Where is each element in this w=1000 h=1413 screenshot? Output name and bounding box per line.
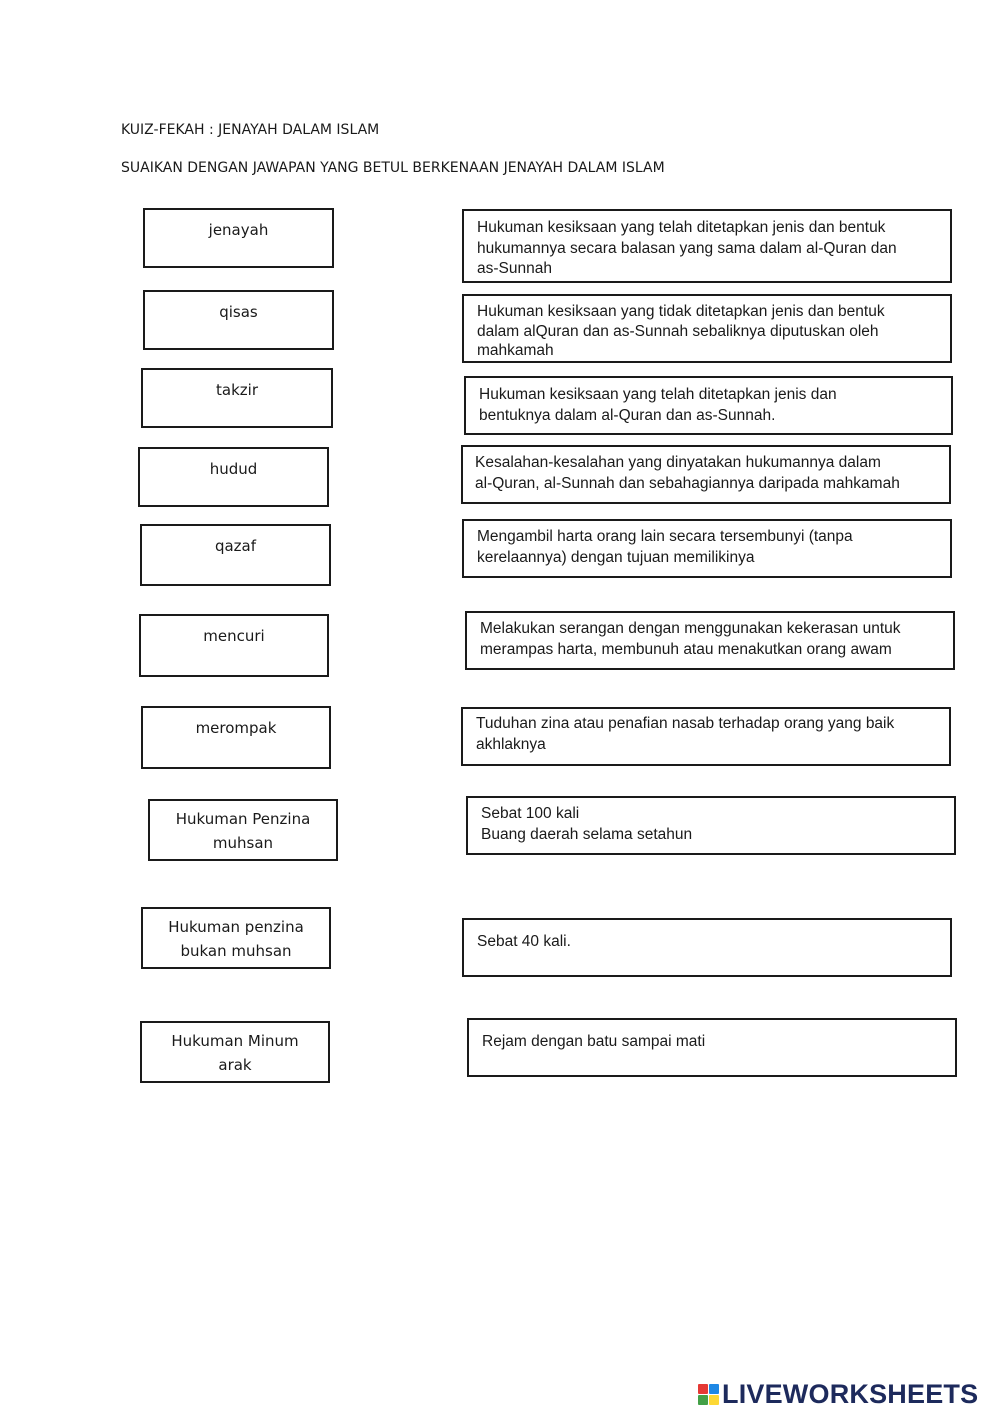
liveworksheets-mark-icon (698, 1384, 719, 1405)
term-line: muhsan (212, 834, 274, 852)
term-line: arak (218, 1056, 252, 1074)
definition-line: Hukuman kesiksaan yang telah ditetapkan jenis dan bentuk (477, 219, 886, 236)
definition-box-5[interactable] (462, 519, 952, 578)
definition-line: as-Sunnah (477, 260, 552, 277)
term-box-mencuri[interactable] (139, 614, 329, 677)
term-box-hukuman-penzina-bukan-muhsan[interactable] (141, 907, 331, 969)
definition-line: bentuknya dalam al-Quran dan as-Sunnah. (479, 406, 776, 424)
definition-line: Sebat 40 kali. (477, 933, 571, 950)
term-line: merompak (195, 719, 277, 737)
definition-line: Mengambil harta orang lain secara tersembunyi (tanpa (477, 528, 853, 545)
term-box-jenayah[interactable] (143, 208, 334, 268)
definition-line: Hukuman kesiksaan yang tidak ditetapkan jenis dan bentuk (477, 303, 885, 320)
term-line: hudud (209, 460, 258, 478)
logo-tile (698, 1395, 708, 1405)
definition-line: Melakukan serangan dengan menggunakan kekerasan untuk (480, 620, 901, 637)
term-box-qazaf[interactable] (140, 524, 331, 586)
quiz-title: KUIZ-FEKAH : JENAYAH DALAM ISLAM (121, 122, 380, 138)
term-box-hukuman-penzina-muhsan[interactable] (148, 799, 338, 861)
term-line: qazaf (214, 537, 257, 555)
liveworksheets-logo (698, 1378, 978, 1410)
definition-box-4[interactable] (461, 445, 951, 504)
definition-line: hukumannya secara balasan yang sama dalam al-Quran dan (477, 239, 897, 257)
definition-line: Buang daerah selama setahun (481, 825, 693, 843)
term-line: Hukuman Minum (171, 1032, 299, 1050)
definition-box-8[interactable] (466, 796, 956, 855)
term-line: Hukuman Penzina (175, 810, 311, 828)
definition-line: dalam alQuran dan as-Sunnah sebaliknya diputuskan oleh (477, 322, 879, 340)
term-box-merompak[interactable] (141, 706, 331, 769)
definition-line: akhlaknya (476, 735, 546, 753)
term-box-hukuman-minum-arak[interactable] (140, 1021, 330, 1083)
term-line: bukan muhsan (180, 942, 292, 960)
definition-box-10[interactable] (467, 1018, 957, 1077)
logo-tile (709, 1384, 719, 1394)
definition-line: al-Quran, al-Sunnah dan sebahagiannya daripada mahkamah (475, 474, 900, 492)
logo-tile (698, 1384, 708, 1394)
definition-line: mahkamah (477, 342, 554, 359)
definition-line: Tuduhan zina atau penafian nasab terhadap orang yang baik (476, 715, 895, 732)
term-line: Hukuman penzina (168, 918, 304, 936)
definition-box-1[interactable] (462, 209, 952, 283)
term-box-takzir[interactable] (141, 368, 333, 428)
term-box-qisas[interactable] (143, 290, 334, 350)
term-box-hudud[interactable] (138, 447, 329, 507)
logo-tile (709, 1395, 719, 1405)
term-line: jenayah (208, 221, 269, 239)
definition-box-7[interactable] (461, 707, 951, 766)
definition-box-9[interactable] (462, 918, 952, 977)
definition-line: Kesalahan-kesalahan yang dinyatakan hukumannya dalam (475, 454, 881, 471)
definition-line: kerelaannya) dengan tujuan memilikinya (477, 548, 755, 566)
definition-line: merampas harta, membunuh atau menakutkan orang awam (480, 640, 892, 658)
definition-box-3[interactable] (464, 376, 953, 435)
definition-line: Rejam dengan batu sampai mati (482, 1033, 706, 1050)
term-line: mencuri (203, 627, 265, 645)
definition-box-6[interactable] (465, 611, 955, 670)
liveworksheets-wordmark: LIVEWORKSHEETS (722, 1378, 979, 1409)
term-line: takzir (216, 381, 258, 399)
quiz-instruction: SUAIKAN DENGAN JAWAPAN YANG BETUL BERKENAAN JENAYAH DALAM ISLAM (121, 160, 665, 176)
definition-line: Sebat 100 kali (481, 805, 580, 822)
definition-line: Hukuman kesiksaan yang telah ditetapkan jenis dan (479, 386, 837, 403)
term-line: qisas (219, 303, 258, 321)
definition-box-2[interactable] (462, 294, 952, 363)
